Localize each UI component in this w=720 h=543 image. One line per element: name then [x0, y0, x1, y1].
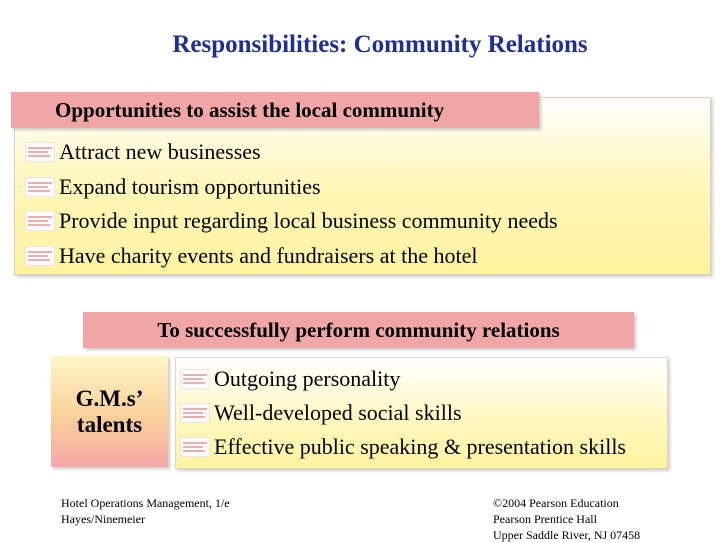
- slide-title: Responsibilities: Community Relations: [172, 31, 588, 58]
- list-item: [25, 135, 705, 170]
- talents-label: G.M.s’ talents: [75, 385, 144, 437]
- talents-box: [51, 356, 168, 467]
- list-item: [180, 362, 665, 396]
- footer-book-title: Hotel Operations Management, 1/e: [61, 496, 230, 510]
- community-relations-header: To successfully perform community relations: [83, 312, 634, 348]
- footer-copyright-line: ©2004 Pearson Education: [493, 496, 619, 510]
- bullet-image-icon: [180, 403, 210, 423]
- list-item-text: Expand tourism opportunities: [59, 173, 321, 199]
- footer-book-info: [61, 495, 230, 527]
- footer-authors: Hayes/Ninemeier: [61, 512, 145, 526]
- list-item: [180, 430, 665, 464]
- list-item-text: Provide input regarding local business community needs: [59, 208, 558, 234]
- bullet-image-icon: [25, 246, 55, 266]
- talents-list: [180, 362, 665, 464]
- list-item-text: Well-developed social skills: [214, 400, 462, 425]
- list-item-text: Attract new businesses: [59, 139, 261, 165]
- list-item-text: Outgoing personality: [214, 366, 401, 391]
- footer-copyright: [493, 495, 640, 543]
- list-item-text: Have charity events and fundraisers at the hotel: [59, 242, 478, 268]
- list-item-text: Effective public speaking & presentation skills: [214, 434, 626, 459]
- footer-address: Upper Saddle River, NJ 07458: [493, 528, 641, 542]
- list-item: [25, 239, 705, 274]
- bullet-image-icon: [25, 142, 55, 162]
- bullet-image-icon: [180, 369, 210, 389]
- list-item: [25, 170, 705, 205]
- list-item: [25, 204, 705, 239]
- list-item: [180, 396, 665, 430]
- opportunities-header: Opportunities to assist the local community: [11, 92, 539, 128]
- opportunities-list: [25, 135, 705, 273]
- footer-publisher: Pearson Prentice Hall: [493, 512, 597, 526]
- bullet-image-icon: [180, 437, 210, 457]
- bullet-image-icon: [25, 211, 55, 231]
- bullet-image-icon: [25, 177, 55, 197]
